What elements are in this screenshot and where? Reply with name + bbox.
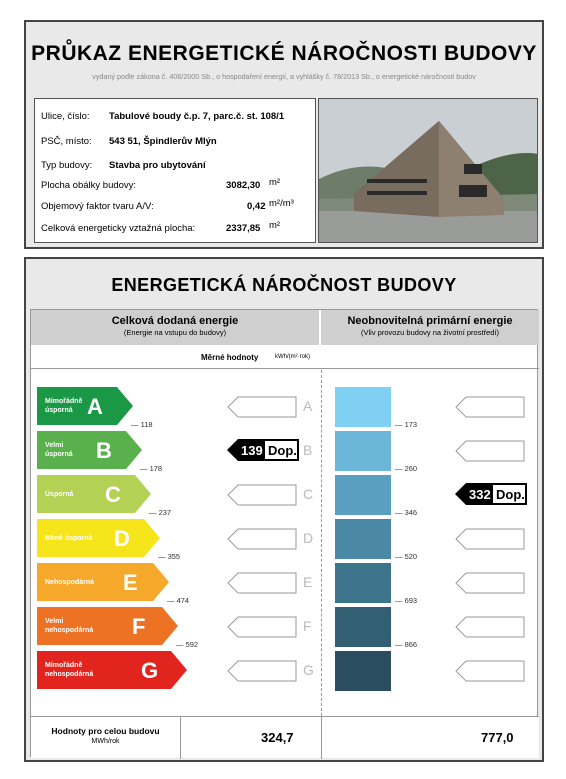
class-letter-g: G xyxy=(141,658,159,683)
class-label-a xyxy=(45,397,82,415)
right-column-title: Neobnovitelná primární energie xyxy=(347,315,513,327)
primary-energy-block-f xyxy=(335,607,391,647)
rating-table xyxy=(30,309,538,757)
right-threshold-tick: — 866 xyxy=(395,640,418,649)
right-empty-marker-e xyxy=(455,572,525,594)
totals-divider xyxy=(321,717,322,759)
right-empty-marker-b xyxy=(455,440,525,462)
svg-text:139: 139 xyxy=(241,443,263,458)
factor-label: Objemový faktor tvaru A/V: xyxy=(41,201,154,212)
units-row xyxy=(31,345,539,369)
primary-energy-block-b xyxy=(335,431,391,471)
factor-unit: m²/m³ xyxy=(269,198,294,209)
left-threshold-tick: — 355 xyxy=(158,552,181,561)
left-threshold-tick: — 474 xyxy=(167,596,190,605)
left-gray-letter-a: A xyxy=(303,398,313,414)
left-threshold-tick: — 592 xyxy=(176,640,199,649)
class-label-line1: Velmi xyxy=(45,618,64,625)
svg-text:Dop.: Dop. xyxy=(268,443,297,458)
factor-value: 0,42 xyxy=(247,201,266,212)
left-gray-letter-d: D xyxy=(303,530,314,546)
right-column-subtitle: (Vliv provozu budovy na životní prostředí) xyxy=(361,328,499,337)
class-letter-d: D xyxy=(114,526,130,551)
type-value: Stavba pro ubytování xyxy=(109,160,206,171)
class-letter-a: A xyxy=(87,394,103,419)
units-title: Měrné hodnoty xyxy=(201,353,259,362)
class-letter-f: F xyxy=(132,614,146,639)
left-column-title: Celková dodaná energie xyxy=(111,315,239,327)
ref-unit: m² xyxy=(269,220,281,231)
building-info-panel xyxy=(24,20,544,249)
area-value: 3082,30 xyxy=(226,180,261,191)
class-letter-c: C xyxy=(105,482,121,507)
left-column-header xyxy=(31,310,321,345)
left-threshold-tick: — 178 xyxy=(140,464,163,473)
left-empty-marker-e xyxy=(227,572,297,594)
units-label: kWh/(m²·rok) xyxy=(275,354,310,360)
right-empty-marker-f xyxy=(455,616,525,638)
class-label-e xyxy=(45,578,94,587)
class-label-g xyxy=(45,661,93,679)
psc-label: PSČ, místo: xyxy=(41,136,92,147)
left-gray-letter-f: F xyxy=(303,618,312,634)
primary-energy-block-e xyxy=(335,563,391,603)
class-letter-b: B xyxy=(96,438,112,463)
class-label-line2: nehospodárná xyxy=(45,627,94,634)
class-label-line1: Mimořádně xyxy=(45,398,83,405)
right-empty-marker-d xyxy=(455,528,525,550)
class-label-line1: Méně úsporná xyxy=(45,535,93,542)
ref-label: Celková energeticky vztažná plocha: xyxy=(41,223,196,234)
class-letter-e: E xyxy=(123,570,138,595)
area-unit: m² xyxy=(269,177,281,188)
totals-label-cell xyxy=(31,717,181,759)
section-title: ENERGETICKÁ NÁROČNOST BUDOVY xyxy=(111,275,457,295)
primary-energy-block-a xyxy=(335,387,391,427)
class-label-line1: Úsporná xyxy=(45,491,74,498)
svg-text:332: 332 xyxy=(469,487,491,502)
class-label-d xyxy=(45,534,92,543)
type-row xyxy=(41,160,206,171)
right-column-header xyxy=(321,310,539,345)
page-title: PRŮKAZ ENERGETICKÉ NÁROČNOSTI BUDOVY xyxy=(31,42,537,65)
page-subtitle: vydaný podle zákona č. 406/2000 Sb., o hospodaření energií, a vyhlášky č. 78/2013 Sb., o energetické náročnosti budov xyxy=(92,72,476,81)
left-gray-letter-b: B xyxy=(303,442,313,458)
class-label-c xyxy=(45,490,73,499)
class-label-line1: Velmi xyxy=(45,442,64,449)
totals-unit: MWh/rok xyxy=(91,738,120,745)
left-empty-marker-a xyxy=(227,396,297,418)
class-label-line2: úsporná xyxy=(45,407,73,414)
psc-row xyxy=(41,136,217,147)
building-info-box xyxy=(34,98,316,243)
energy-rating-panel xyxy=(24,257,544,762)
left-empty-marker-d xyxy=(227,528,297,550)
total-delivered-energy: 324,7 xyxy=(261,730,294,745)
left-gray-letter-g: G xyxy=(303,662,314,678)
primary-energy-block-d xyxy=(335,519,391,559)
ref-row xyxy=(41,220,311,234)
column-divider xyxy=(321,370,322,716)
totals-label: Hodnoty pro celou budovu xyxy=(51,726,160,736)
primary-energy-block-g xyxy=(335,651,391,691)
type-label: Typ budovy: xyxy=(41,160,93,171)
right-threshold-tick: — 693 xyxy=(395,596,418,605)
area-row xyxy=(41,177,301,191)
area-label: Plocha obálky budovy: xyxy=(41,180,137,191)
left-threshold-tick: — 118 xyxy=(131,420,153,429)
left-empty-marker-g xyxy=(227,660,297,682)
psc-value: 543 51, Špindlerův Mlýn xyxy=(109,136,217,147)
street-row xyxy=(41,111,285,122)
right-threshold-tick: — 346 xyxy=(395,508,418,517)
class-label-line1: Nehospodárná xyxy=(45,579,95,586)
building-photo xyxy=(318,98,538,243)
right-threshold-tick: — 520 xyxy=(395,552,418,561)
street-label: Ulice, číslo: xyxy=(41,111,90,122)
ref-value: 2337,85 xyxy=(226,223,261,234)
class-label-line2: nehospodárná xyxy=(45,671,94,678)
street-value: Tabulové boudy č.p. 7, parc.č. st. 108/1 xyxy=(109,111,285,122)
svg-text:Dop.: Dop. xyxy=(496,487,525,502)
left-empty-marker-f xyxy=(227,616,297,638)
factor-row xyxy=(41,198,311,212)
left-gray-letter-e: E xyxy=(303,574,313,590)
left-threshold-tick: — 237 xyxy=(149,508,172,517)
class-label-f xyxy=(45,617,93,635)
total-primary-energy: 777,0 xyxy=(481,730,514,745)
right-threshold-tick: — 173 xyxy=(395,420,418,429)
primary-energy-block-c xyxy=(335,475,391,515)
left-gray-letter-c: C xyxy=(303,486,314,502)
primary-energy-rating-arrow xyxy=(455,483,527,505)
delivered-energy-rating-arrow xyxy=(227,439,299,461)
left-empty-marker-c xyxy=(227,484,297,506)
class-label-line2: úsporná xyxy=(45,451,73,458)
right-empty-marker-a xyxy=(455,396,525,418)
left-column-subtitle: (Energie na vstupu do budovy) xyxy=(123,328,227,337)
class-label-line1: Mimořádně xyxy=(45,662,83,669)
class-label-b xyxy=(45,441,73,459)
right-empty-marker-g xyxy=(455,660,525,682)
right-threshold-tick: — 260 xyxy=(395,464,418,473)
totals-row xyxy=(31,716,539,758)
